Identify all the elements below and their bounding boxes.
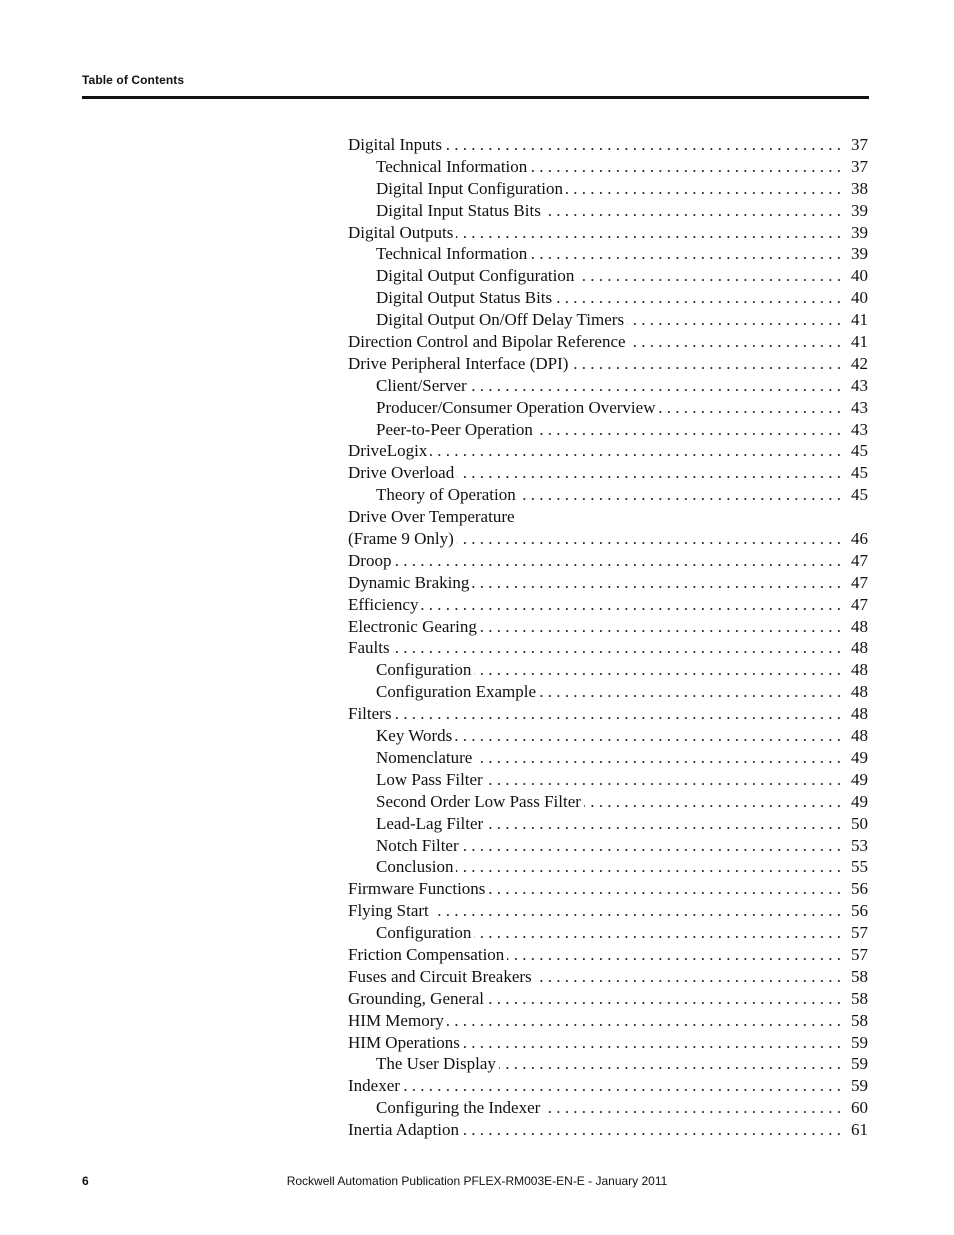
toc-entry[interactable]	[348, 506, 868, 528]
toc-entry[interactable]	[348, 1075, 868, 1097]
toc-entry-page: 48	[851, 638, 868, 658]
toc-entry[interactable]	[348, 397, 868, 419]
toc-entry-page: 48	[851, 660, 868, 680]
toc-entry-page: 53	[851, 835, 868, 855]
toc-dot-leader	[447, 1010, 841, 1032]
toc-entry-title: Notch Filter	[376, 835, 459, 855]
toc-entry[interactable]	[348, 550, 868, 572]
toc-dot-leader	[486, 769, 841, 791]
toc-entry[interactable]	[348, 878, 868, 900]
toc-entry-title: Efficiency	[348, 594, 419, 614]
toc-entry-title: Second Order Low Pass Filter	[376, 791, 581, 811]
toc-entry-page: 43	[851, 375, 868, 395]
toc-dot-leader	[475, 747, 841, 769]
footer-page-number: 6	[82, 1174, 89, 1188]
toc-dot-leader	[474, 922, 841, 944]
toc-dot-leader	[627, 309, 841, 331]
toc-dot-leader	[507, 944, 841, 966]
toc-entry-page: 45	[851, 441, 868, 461]
toc-entry[interactable]	[348, 659, 868, 681]
toc-entry-title: Fuses and Circuit Breakers	[348, 966, 532, 986]
toc-dot-leader	[456, 222, 841, 244]
toc-dot-leader	[536, 419, 841, 441]
toc-dot-leader	[535, 966, 841, 988]
toc-dot-leader	[539, 681, 841, 703]
toc-entry-page: 57	[851, 923, 868, 943]
toc-entry[interactable]	[348, 922, 868, 944]
toc-entry-page: 48	[851, 616, 868, 636]
toc-dot-leader	[480, 616, 841, 638]
toc-entry-title: Client/Server	[376, 375, 467, 395]
toc-entry-page: 59	[851, 1054, 868, 1074]
toc-entry-title: Direction Control and Bipolar Reference	[348, 332, 626, 352]
toc-entry[interactable]	[348, 287, 868, 309]
toc-entry-title: Droop	[348, 550, 392, 570]
toc-entry-page: 49	[851, 747, 868, 767]
toc-entry-title: Friction Compensation	[348, 944, 505, 964]
toc-dot-leader	[584, 791, 841, 813]
toc-entry-title: Lead-Lag Filter	[376, 813, 484, 833]
toc-entry-title: Grounding, General	[348, 988, 484, 1008]
toc-entry[interactable]	[348, 156, 868, 178]
toc-dot-leader	[455, 725, 841, 747]
toc-entry-title: (Frame 9 Only)	[348, 529, 454, 549]
toc-entry-title: Peer-to-Peer Operation	[376, 419, 533, 439]
toc-entry-page: 58	[851, 988, 868, 1008]
toc-entry-title: Electronic Gearing	[348, 616, 477, 636]
toc-dot-leader	[474, 659, 841, 681]
toc-entry[interactable]	[348, 440, 868, 462]
toc-dot-leader	[430, 440, 841, 462]
toc-entry-page: 56	[851, 879, 868, 899]
toc-entry[interactable]	[348, 1119, 868, 1141]
toc-dot-leader	[543, 1097, 841, 1119]
toc-entry-title: Flying Start	[348, 901, 429, 921]
toc-entry-page: 37	[851, 135, 868, 154]
toc-entry-title: Digital Output Configuration	[376, 266, 575, 286]
toc-entry-title: Technical Information	[376, 244, 528, 264]
toc-entry-title: Indexer	[348, 1076, 400, 1096]
toc-entry-page: 41	[851, 310, 868, 330]
table-of-contents	[348, 134, 868, 1141]
toc-dot-leader	[456, 856, 841, 878]
toc-entry[interactable]	[348, 528, 868, 550]
toc-entry-title: Faults	[348, 638, 390, 658]
toc-dot-leader	[487, 988, 841, 1010]
toc-entry[interactable]	[348, 462, 868, 484]
toc-entry-page: 41	[851, 332, 868, 352]
toc-dot-leader	[530, 156, 841, 178]
toc-entry-page: 60	[851, 1098, 868, 1118]
toc-entry-page: 58	[851, 966, 868, 986]
toc-entry-title: Digital Output On/Off Delay Timers	[376, 310, 625, 330]
toc-dot-leader	[421, 594, 841, 616]
toc-entry[interactable]	[348, 419, 868, 441]
toc-dot-leader	[432, 900, 841, 922]
toc-dot-leader	[519, 484, 841, 506]
toc-entry-title: Digital Inputs	[348, 135, 442, 154]
toc-entry-title: Conclusion	[376, 857, 454, 877]
toc-entry[interactable]	[348, 353, 868, 375]
toc-entry-title: Drive Peripheral Interface (DPI)	[348, 353, 569, 373]
toc-dot-leader	[457, 528, 841, 550]
toc-entry-page: 38	[851, 178, 868, 198]
toc-entry-title: Key Words	[376, 726, 453, 746]
toc-entry-title: Firmware Functions	[348, 879, 486, 899]
toc-entry[interactable]	[348, 988, 868, 1010]
toc-entry-title: Configuration	[376, 923, 472, 943]
toc-entry-page: 57	[851, 944, 868, 964]
toc-entry[interactable]	[348, 178, 868, 200]
toc-entry[interactable]	[348, 243, 868, 265]
toc-entry-title: Configuring the Indexer	[376, 1098, 541, 1118]
toc-dot-leader	[403, 1075, 841, 1097]
toc-dot-leader	[457, 462, 841, 484]
toc-dot-leader	[544, 200, 841, 222]
toc-entry-page: 39	[851, 244, 868, 264]
toc-dot-leader	[488, 878, 841, 900]
toc-dot-leader	[566, 178, 841, 200]
toc-entry[interactable]	[348, 1053, 868, 1075]
toc-entry-page: 39	[851, 222, 868, 242]
toc-entry-page: 48	[851, 704, 868, 724]
header-rule	[82, 96, 869, 99]
toc-entry-page: 55	[851, 857, 868, 877]
toc-dot-leader	[486, 813, 841, 835]
toc-entry-page: 56	[851, 901, 868, 921]
toc-entry-title: Configuration Example	[376, 682, 537, 702]
toc-entry[interactable]	[348, 703, 868, 725]
toc-entry-page: 39	[851, 200, 868, 220]
footer-publication: Rockwell Automation Publication PFLEX-RM003E-EN-E - January 2011	[286, 1174, 668, 1188]
toc-entry[interactable]	[348, 1010, 868, 1032]
toc-entry[interactable]	[348, 375, 868, 397]
toc-entry[interactable]	[348, 747, 868, 769]
toc-entry[interactable]	[348, 791, 868, 813]
toc-entry-page: 49	[851, 791, 868, 811]
toc-dot-leader	[555, 287, 841, 309]
toc-entry-page: 50	[851, 813, 868, 833]
running-header-title: Table of Contents	[82, 73, 185, 87]
toc-entry[interactable]	[348, 966, 868, 988]
toc-entry[interactable]	[348, 200, 868, 222]
toc-entry[interactable]	[348, 222, 868, 244]
toc-entry-title: Drive Over Temperature	[348, 507, 515, 527]
toc-entry-title: Digital Input Status Bits	[376, 200, 541, 220]
toc-entry[interactable]	[348, 769, 868, 791]
toc-dot-leader	[470, 375, 841, 397]
toc-entry-title: Low Pass Filter	[376, 769, 483, 789]
toc-entry[interactable]	[348, 1097, 868, 1119]
toc-dot-leader	[462, 835, 841, 857]
toc-entry[interactable]	[348, 813, 868, 835]
toc-entry-title: Drive Overload	[348, 463, 455, 483]
toc-dot-leader	[658, 397, 841, 419]
toc-entry-title: Filters	[348, 704, 392, 724]
toc-entry[interactable]	[348, 900, 868, 922]
toc-entry-page: 58	[851, 1010, 868, 1030]
toc-entry[interactable]	[348, 835, 868, 857]
toc-dot-leader	[394, 703, 841, 725]
toc-entry[interactable]	[348, 681, 868, 703]
toc-entry-page: 40	[851, 266, 868, 286]
toc-entry-page: 37	[851, 156, 868, 176]
toc-entry-title: Digital Output Status Bits	[376, 288, 553, 308]
toc-entry-title: Nomenclature	[376, 747, 473, 767]
toc-entry-title: HIM Memory	[348, 1010, 444, 1030]
toc-entry-page: 45	[851, 485, 868, 505]
toc-dot-leader	[463, 1032, 841, 1054]
toc-entry-page: 47	[851, 594, 868, 614]
toc-entry-title: Digital Input Configuration	[376, 178, 563, 198]
toc-entry-page: 43	[851, 397, 868, 417]
toc-entry-page: 47	[851, 550, 868, 570]
toc-entry-page: 42	[851, 353, 868, 373]
toc-entry-page: 40	[851, 288, 868, 308]
toc-entry-page: 46	[851, 529, 868, 549]
toc-entry[interactable]	[348, 331, 868, 353]
toc-entry[interactable]	[348, 572, 868, 594]
toc-entry[interactable]	[348, 1032, 868, 1054]
toc-entry-page: 61	[851, 1120, 868, 1140]
toc-entry[interactable]	[348, 725, 868, 747]
toc-dot-leader	[394, 550, 841, 572]
toc-dot-leader	[629, 331, 841, 353]
toc-entry-title: Producer/Consumer Operation Overview	[376, 397, 656, 417]
toc-entry[interactable]	[348, 856, 868, 878]
toc-dot-leader	[499, 1053, 841, 1075]
toc-dot-leader	[571, 353, 841, 375]
toc-entry-page: 59	[851, 1076, 868, 1096]
toc-dot-leader	[472, 572, 841, 594]
toc-entry-page: 43	[851, 419, 868, 439]
toc-entry-title: Configuration	[376, 660, 472, 680]
toc-entry-page: 45	[851, 463, 868, 483]
toc-entry[interactable]	[348, 944, 868, 966]
toc-entry-page: 49	[851, 769, 868, 789]
toc-entry-title: Digital Outputs	[348, 222, 454, 242]
toc-entry-title: DriveLogix	[348, 441, 428, 461]
toc-entry[interactable]	[348, 134, 868, 156]
toc-dot-leader	[530, 243, 841, 265]
toc-dot-leader	[577, 265, 841, 287]
toc-entry-page: 48	[851, 682, 868, 702]
toc-entry[interactable]	[348, 309, 868, 331]
toc-entry-title: HIM Operations	[348, 1032, 460, 1052]
toc-entry-title: Technical Information	[376, 156, 528, 176]
toc-entry-title: The User Display	[376, 1054, 496, 1074]
toc-entry-page: 59	[851, 1032, 868, 1052]
toc-entry-title: Dynamic Braking	[348, 572, 470, 592]
toc-entry[interactable]	[348, 616, 868, 638]
toc-entry-title: Inertia Adaption	[348, 1120, 459, 1140]
toc-dot-leader	[445, 134, 841, 156]
toc-entry-title: Theory of Operation	[376, 485, 516, 505]
toc-dot-leader	[462, 1119, 841, 1141]
toc-dot-leader	[393, 637, 841, 659]
toc-entry[interactable]	[348, 594, 868, 616]
toc-entry-page: 48	[851, 726, 868, 746]
toc-entry[interactable]	[348, 637, 868, 659]
toc-entry[interactable]	[348, 484, 868, 506]
toc-entry[interactable]	[348, 265, 868, 287]
toc-entry-page: 47	[851, 572, 868, 592]
